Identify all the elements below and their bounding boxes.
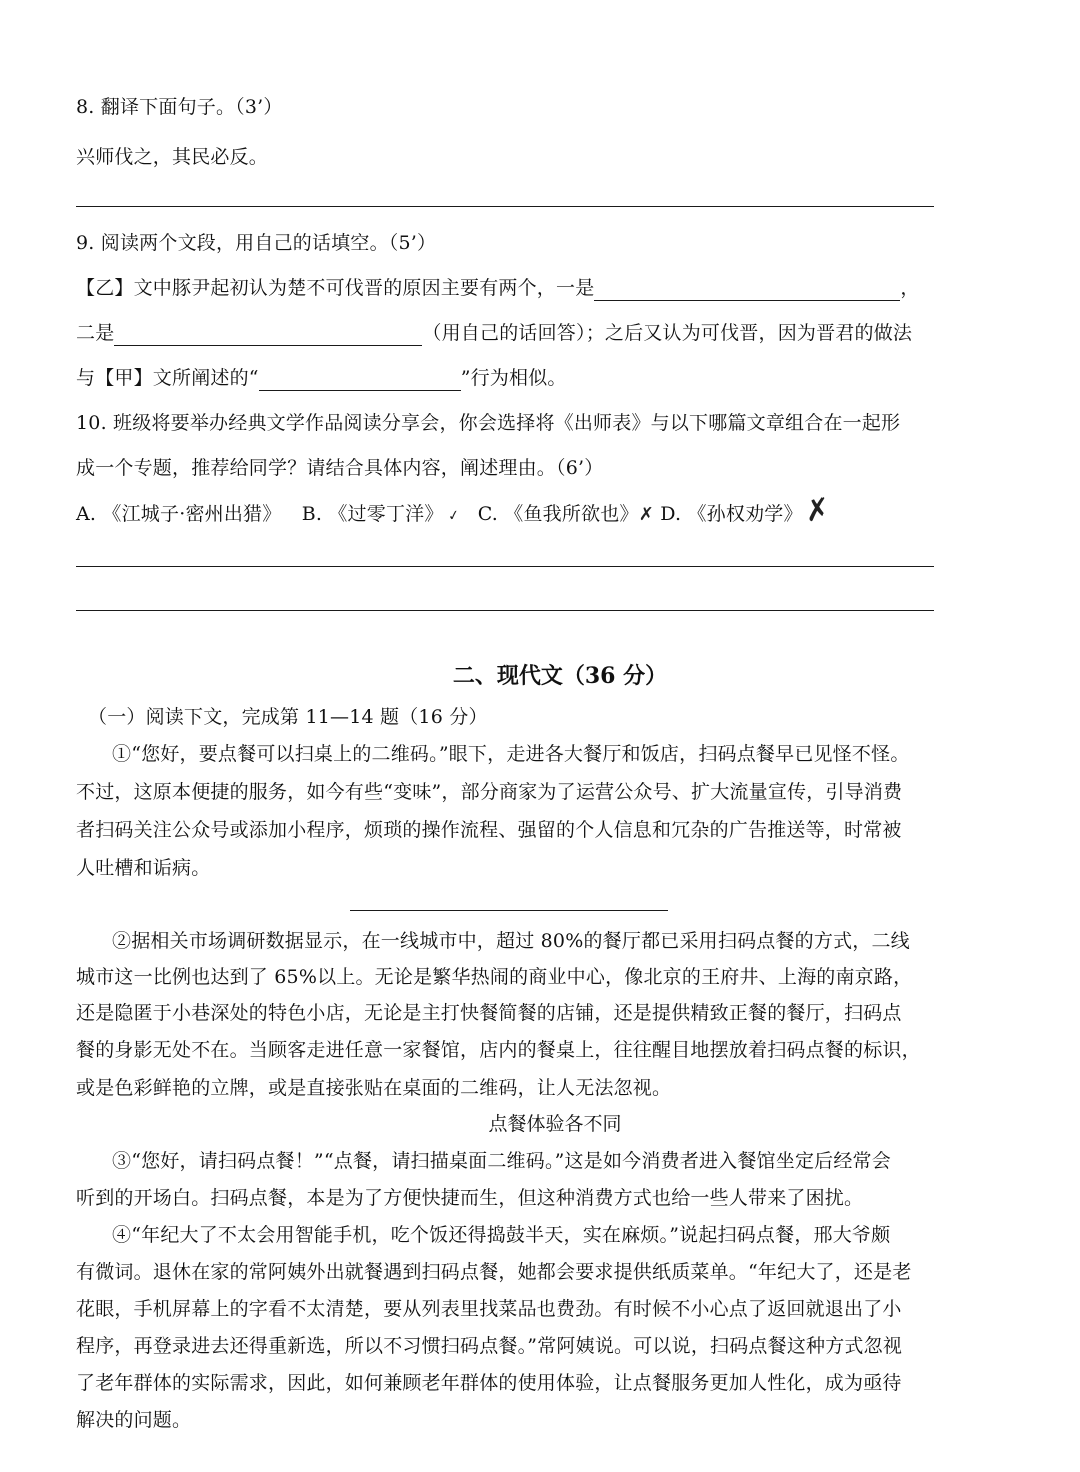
q9-blank-3[interactable] <box>259 370 461 391</box>
p3-line: ③“您好，请扫码点餐！”“点餐，请扫描桌面二维码。”这是如今消费者进入餐馆坐定后经常会 <box>112 1150 891 1172</box>
q10-answer-line-2[interactable] <box>76 610 934 611</box>
check-mark-icon: ✓ <box>446 507 461 525</box>
q9-line3-end: ”行为相似。 <box>460 367 567 389</box>
p1-line: ①“您好，要点餐可以扫桌上的二维码。”眼下，走进各大餐厅和饭店，扫码点餐早已见怪不怪。 <box>112 743 910 765</box>
p2-line: 餐的身影无处不在。当顾客走进任意一家餐馆，店内的餐桌上，往往醒目地摆放着扫码点餐的标识， <box>76 1039 921 1061</box>
passage-subtitle: 点餐体验各不同 <box>488 1113 622 1135</box>
p1-line: 人吐槽和诟病。 <box>76 857 211 879</box>
p4-line: 花眼，手机屏幕上的字看不太清楚，要从列表里找菜品也费劲。有时候不小心点了返回就退出了小 <box>76 1298 902 1320</box>
subtitle-blank-line[interactable] <box>350 910 668 911</box>
p1-line: 者扫码关注公众号或添加小程序，烦琐的操作流程、强留的个人信息和冗杂的广告推送等，时常被 <box>76 819 902 841</box>
q9-line3 <box>76 365 567 391</box>
p4-line: 程序，再登录进去还得重新选，所以不习惯扫码点餐。”常阿姨说。可以说，扫码点餐这种方式忽视 <box>76 1335 903 1357</box>
q10-option-c[interactable]: C. 《鱼我所欲也》 <box>477 503 639 525</box>
q10-answer-line-1[interactable] <box>76 566 934 567</box>
q9-line1 <box>76 275 920 301</box>
q9-line2-end: （用自己的话回答）；之后又认为可伐晋，因为晋君的做法 <box>422 322 913 344</box>
q8-answer-line[interactable] <box>76 206 934 207</box>
cross-mark-icon: ✗ <box>802 491 833 530</box>
p3-line: 听到的开场白。扫码点餐，本是为了方便快捷而生，但这种消费方式也给一些人带来了困扰。 <box>76 1187 864 1209</box>
p2-line: 还是隐匿于小巷深处的特色小店，无论是主打快餐简餐的店铺，还是提供精致正餐的餐厅，扫码点 <box>76 1002 902 1024</box>
q10-line1: 10. 班级将要举办经典文学作品阅读分享会，你会选择将《出师表》与以下哪篇文章组合在一起形 <box>76 412 901 434</box>
q9-title: 9. 阅读两个文段，用自己的话填空。（5’） <box>76 232 437 254</box>
q8-title: 8. 翻译下面句子。（3’） <box>76 96 283 118</box>
q9-line1-text: 【乙】文中豚尹起初认为楚不可伐晋的原因主要有两个，一是 <box>76 277 595 299</box>
p4-line: 解决的问题。 <box>76 1409 192 1431</box>
q10-option-d[interactable]: D. 《孙权劝学》 <box>660 503 803 525</box>
p2-line: 或是色彩鲜艳的立牌，或是直接张贴在桌面的二维码，让人无法忽视。 <box>76 1077 672 1099</box>
q10-options <box>76 491 833 530</box>
p4-line: ④“年纪大了不太会用智能手机，吃个饭还得捣鼓半天，实在麻烦。”说起扫码点餐，邢大爷颇 <box>112 1224 891 1246</box>
q9-blank-1[interactable] <box>594 280 900 301</box>
section-heading: 二、现代文（36 分） <box>452 663 668 689</box>
p4-line: 有微词。退休在家的常阿姨外出就餐遇到扫码点餐，她都会要求提供纸质菜单。“年纪大了，还是老 <box>76 1261 912 1283</box>
q9-line3-start: 与【甲】文所阐述的“ <box>76 367 259 389</box>
part-instruction: （一）阅读下文，完成第 11—14 题（16 分） <box>88 706 488 728</box>
q9-line2 <box>76 320 912 346</box>
q9-blank-2[interactable] <box>114 325 422 346</box>
p4-line: 了老年群体的实际需求，因此，如何兼顾老年群体的使用体验，让点餐服务更加人性化，成为亟待 <box>76 1372 902 1394</box>
p2-line: ②据相关市场调研数据显示，在一线城市中，超过 80%的餐厅都已采用扫码点餐的方式，二线 <box>112 930 910 952</box>
q9-line1-end: ， <box>900 277 920 299</box>
p1-line: 不过，这原本便捷的服务，如今有些“变味”，部分商家为了运营公众号、扩大流量宣传，引导消费 <box>76 781 903 803</box>
q10-option-a[interactable]: A. 《江城子·密州出猎》 <box>76 503 282 525</box>
p2-line: 城市这一比例也达到了 65%以上。无论是繁华热闹的商业中心，像北京的王府井、上海的南京路， <box>76 966 913 988</box>
cross-mark-icon: ✗ <box>638 504 654 525</box>
q9-line2-start: 二是 <box>76 322 115 344</box>
q8-sentence: 兴师伐之，其民必反。 <box>76 146 269 168</box>
q10-line2: 成一个专题，推荐给同学？请结合具体内容，阐述理由。（6’） <box>76 457 604 479</box>
q10-option-b[interactable]: B. 《过零丁洋》 <box>301 503 444 525</box>
